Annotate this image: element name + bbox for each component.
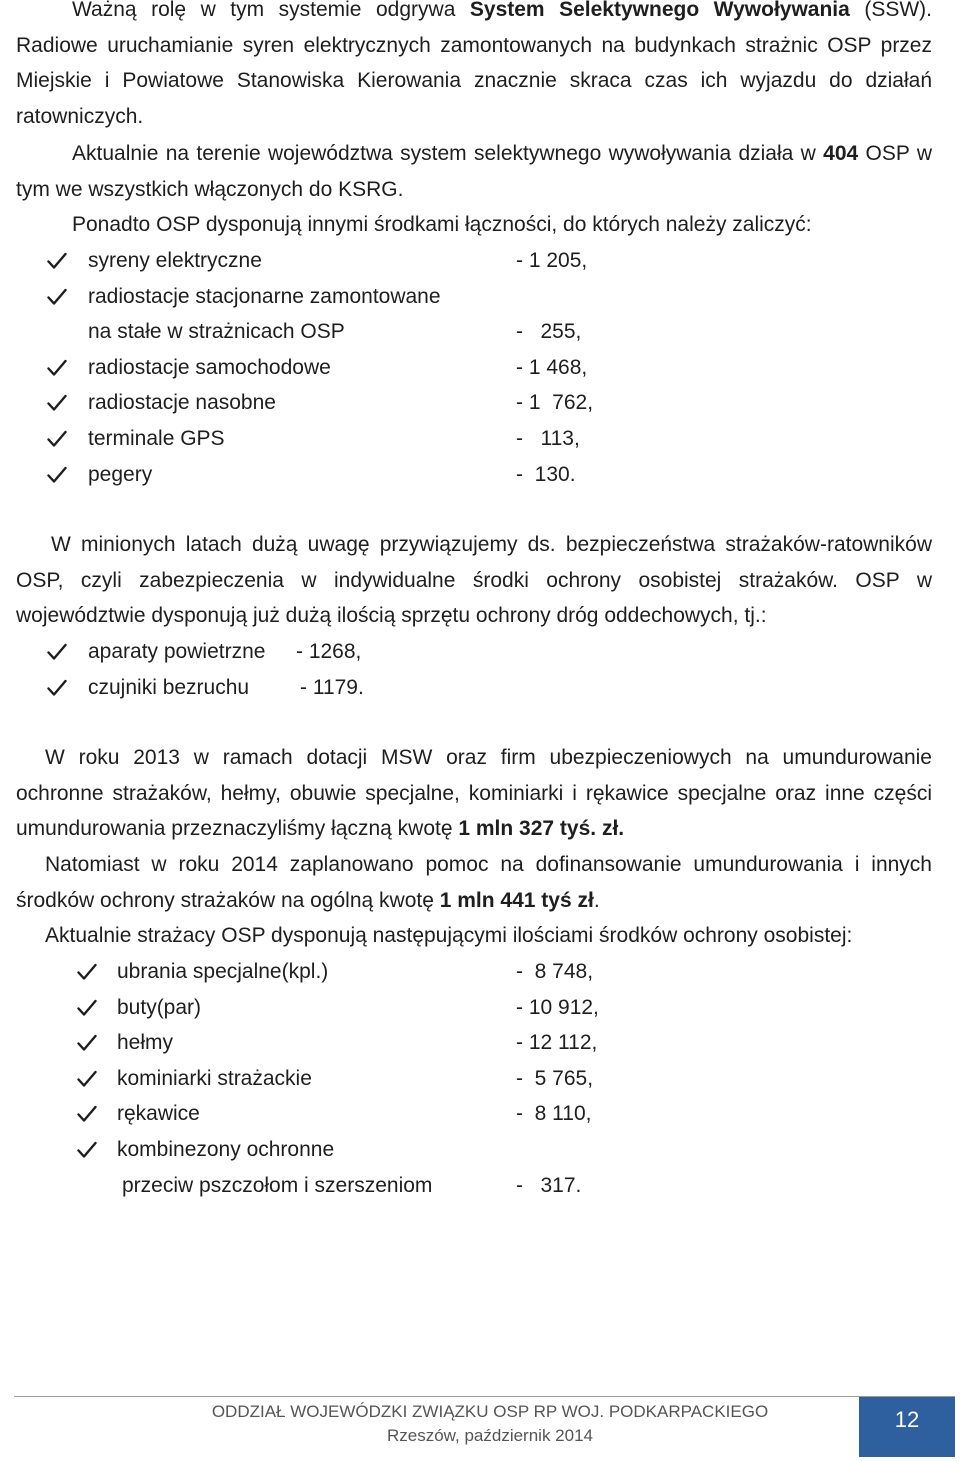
list-item-label: na stałe w strażnicach OSP xyxy=(88,320,345,344)
list-item-label: pegery xyxy=(88,462,153,486)
paragraph-ppe-intro: Aktualnie strażacy OSP dysponują następującymi ilościami środków ochrony osobistej: xyxy=(45,924,853,947)
paragraph-funding-2013: W roku 2013 w ramach dotacji MSW oraz firm ubezpieczeniowych na umundurowanie ochronne strażaków, hełmy, obuwie specjalne, kominiarki i rękawice specjalne oraz inne części umundurowania przeznaczyliśmy łączną kwotę 1 mln 327 tyś. zł. xyxy=(16,746,932,841)
list-item xyxy=(0,1061,960,1097)
list-item-value: - 317. xyxy=(516,1173,582,1197)
checkmark-icon xyxy=(47,243,71,279)
list-item xyxy=(0,1132,960,1168)
list-item-value: - 5 765, xyxy=(516,1066,594,1090)
list-item-label: buty(par) xyxy=(117,995,202,1019)
paragraph-safety: W minionych latach dużą uwagę przywiązujemy ds. bezpieczeństwa strażaków-ratowników OSP, czyli zabezpieczenia w indywidualne środki ochrony osobistej strażaków. OSP w województwie dysponują już dużą ilością sprzętu ochrony dróg oddechowych, tj.: xyxy=(16,533,932,628)
list-item-value: - 10 912, xyxy=(516,995,599,1019)
list-item-value: - 8 748, xyxy=(516,960,594,983)
list-item-label: hełmy xyxy=(117,1031,174,1055)
list-item-label: syreny elektryczne xyxy=(88,249,262,272)
list-item xyxy=(0,670,960,706)
list-item xyxy=(0,457,960,493)
checkmark-icon xyxy=(77,1132,101,1168)
list-item-value: - 1268, xyxy=(296,640,362,663)
ppe-list xyxy=(0,954,960,1203)
list-item-value: - 1 205, xyxy=(516,249,588,272)
checkmark-icon xyxy=(47,457,71,493)
list-item-label: radiostacje nasobne xyxy=(88,391,276,415)
page-number: 12 xyxy=(859,1397,955,1457)
footer-date: Rzeszów, październik 2014 xyxy=(386,1426,593,1445)
paragraph-ssw: Ważną rolę w tym systemie odgrywa System Selektywnego Wywoływania (SSW). Radiowe uruchamianie syren elektrycznych zamontowanych na budynkach strażnic OSP przez Miejskie i Powiatowe Stanowiska Kierowania znacznie skraca czas ich wyjazdu do działań ratowniczych. xyxy=(16,0,932,128)
checkmark-icon xyxy=(77,1061,101,1097)
list-item-value: - 8 110, xyxy=(516,1102,592,1126)
checkmark-icon xyxy=(77,1025,101,1061)
list-item-label: radiostacje samochodowe xyxy=(88,355,331,379)
footer-rule xyxy=(14,1396,859,1397)
paragraph-ssw-count: Aktualnie na terenie województwa system selektywnego wywoływania działa w 404 OSP w tym we wszystkich włączonych do KSRG. xyxy=(16,142,932,201)
checkmark-icon xyxy=(77,990,101,1026)
paragraph-communication-intro: Ponadto OSP dysponują innymi środkami łączności, do których należy zaliczyć: xyxy=(72,213,812,236)
checkmark-icon xyxy=(47,670,71,706)
checkmark-icon xyxy=(47,385,71,421)
list-item xyxy=(0,243,960,279)
list-item-label: radiostacje stacjonarne zamontowane xyxy=(88,284,441,308)
list-item-label: kombinezony ochronne xyxy=(117,1137,335,1161)
list-item xyxy=(0,1025,960,1061)
list-item-label: przeciw pszczołom i szerszeniom xyxy=(122,1173,433,1197)
list-item xyxy=(0,350,960,386)
checkmark-icon xyxy=(77,954,101,990)
paragraph-funding-2014: Natomiast w roku 2014 zaplanowano pomoc na dofinansowanie umundurowania i innych środków ochrony strażaków na ogólną kwotę 1 mln 441 tyś zł. xyxy=(16,853,932,912)
list-item-label: terminale GPS xyxy=(88,426,225,450)
list-item-value: - 1 762, xyxy=(516,391,594,415)
checkmark-icon xyxy=(77,1096,101,1132)
list-item-value: - 1 468, xyxy=(516,355,588,379)
list-item xyxy=(0,385,960,421)
list-item-value: - 255, xyxy=(516,320,582,344)
list-item-label: rękawice xyxy=(117,1102,200,1126)
list-item-label: aparaty powietrzne xyxy=(88,640,266,663)
list-item-value: - 113, xyxy=(516,426,580,450)
list-item-label: czujniki bezruchu xyxy=(88,675,250,699)
list-item xyxy=(0,1168,960,1204)
list-item xyxy=(0,1096,960,1132)
list-item xyxy=(0,279,960,315)
list-item xyxy=(0,421,960,457)
footer xyxy=(140,1400,840,1448)
list-item-value: - 130. xyxy=(516,462,576,486)
checkmark-icon xyxy=(47,634,71,670)
breathing-equipment-list xyxy=(0,634,960,705)
list-item xyxy=(0,634,960,670)
checkmark-icon xyxy=(47,421,71,457)
list-item-value: - 12 112, xyxy=(516,1031,598,1055)
list-item-value: - 1179. xyxy=(300,675,364,699)
list-item-label: kominiarki strażackie xyxy=(117,1066,312,1090)
list-item xyxy=(0,314,960,350)
communication-equipment-list xyxy=(0,243,960,492)
list-item xyxy=(0,990,960,1026)
checkmark-icon xyxy=(47,279,71,315)
footer-organization: ODDZIAŁ WOJEWÓDZKI ZWIĄZKU OSP RP WOJ. PODKARPACKIEGO xyxy=(211,1402,769,1421)
checkmark-icon xyxy=(47,350,71,386)
list-item xyxy=(0,954,960,990)
list-item-label: ubrania specjalne(kpl.) xyxy=(117,960,329,983)
